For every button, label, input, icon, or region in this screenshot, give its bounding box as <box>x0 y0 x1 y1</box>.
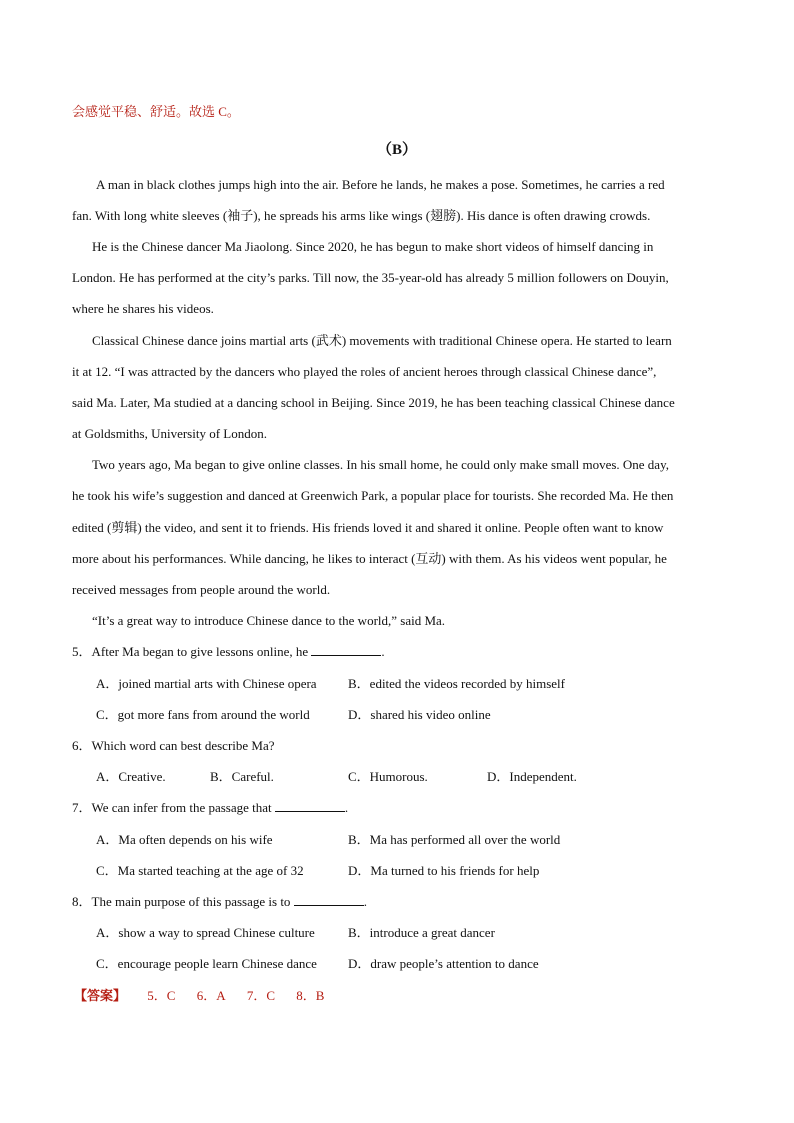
answer-blank <box>311 644 381 656</box>
option-a: A．Ma often depends on his wife <box>96 832 273 847</box>
question-stem-text: 7．We can infer from the passage that <box>72 800 272 815</box>
passage-line: at Goldsmiths, University of London. <box>72 426 267 441</box>
answer-item: 5．C <box>147 988 176 1003</box>
option-b: B．Ma has performed all over the world <box>348 832 561 847</box>
answer-item: 7．C <box>246 988 275 1003</box>
passage-line: it at 12. “I was attracted by the dancers who played the roles of ancient heroes through classical Chinese dance”, <box>72 364 657 379</box>
answer-label: 【答案】 <box>74 988 127 1003</box>
passage-line: said Ma. Later, Ma studied at a dancing school in Beijing. Since 2019, he has been teaching classical Chinese dance <box>72 395 675 410</box>
passage-line: “It’s a great way to introduce Chinese dance to the world,” said Ma. <box>92 613 446 628</box>
answer-blank <box>294 894 364 906</box>
question-stem-end: . <box>381 644 385 659</box>
option-b: B．edited the videos recorded by himself <box>348 676 565 691</box>
question-8-stem <box>72 893 732 911</box>
option-b: B．Careful. <box>210 769 274 784</box>
answer-key <box>74 987 734 1005</box>
answer-item: 8．B <box>296 988 325 1003</box>
option-a: A．Creative. <box>96 769 166 784</box>
option-c: C．got more fans from around the world <box>96 707 310 722</box>
option-b: B．introduce a great dancer <box>348 925 495 940</box>
option-c: C．Ma started teaching at the age of 32 <box>96 863 304 878</box>
passage-line: received messages from people around the world. <box>72 582 331 597</box>
answer-blank <box>275 800 345 812</box>
option-a: A．show a way to spread Chinese culture <box>96 925 315 940</box>
option-d: D．shared his video online <box>348 707 491 722</box>
passage-line: where he shares his videos. <box>72 301 214 316</box>
answer-item: 6．A <box>196 988 226 1003</box>
passage-line: he took his wife’s suggestion and danced at Greenwich Park, a popular place for tourists. She recorded Ma. He then <box>72 488 674 503</box>
question-stem-text: 5．After Ma began to give lessons online, he <box>72 644 309 659</box>
option-a: A．joined martial arts with Chinese opera <box>96 676 317 691</box>
question-stem-end: . <box>363 894 367 909</box>
section-title: （B） <box>376 142 417 158</box>
option-c: C．encourage people learn Chinese dance <box>96 956 317 971</box>
question-stem-end: . <box>344 800 349 815</box>
passage-line: A man in black clothes jumps high into the air. Before he lands, he makes a pose. Sometimes, he carries a red <box>96 177 665 192</box>
option-d: D．draw people’s attention to dance <box>348 956 539 971</box>
option-d: D．Ma turned to his friends for help <box>348 863 540 878</box>
option-c: C．Humorous. <box>348 769 428 784</box>
question-5-stem <box>72 643 732 661</box>
passage-line: Classical Chinese dance joins martial arts (武术) movements with traditional Chinese opera. He started to learn <box>92 333 672 348</box>
passage-line: more about his performances. While dancing, he likes to interact (互动) with them. As his videos went popular, he <box>72 551 667 566</box>
passage-line: edited (剪辑) the video, and sent it to friends. His friends loved it and shared it online. People often want to know <box>72 520 664 535</box>
option-d: D．Independent. <box>487 769 577 784</box>
passage-line: He is the Chinese dancer Ma Jiaolong. Since 2020, he has begun to make short videos of himself dancing in <box>92 239 654 254</box>
passage-line: London. He has performed at the city’s parks. Till now, the 35-year-old has already 5 million followers on Douyin, <box>72 270 669 285</box>
question-stem-text: 8．The main purpose of this passage is to <box>72 894 291 909</box>
previous-answer-explanation: 会感觉平稳、舒适。故选 C。 <box>72 104 240 119</box>
question-7-stem <box>72 799 732 817</box>
passage-line: fan. With long white sleeves (袖子), he spreads his arms like wings (翅膀). His dance is often drawing crowds. <box>72 208 651 223</box>
question-6-stem: 6．Which word can best describe Ma? <box>72 738 275 753</box>
passage-line: Two years ago, Ma began to give online classes. In his small home, he could only make small moves. One day, <box>92 457 669 472</box>
